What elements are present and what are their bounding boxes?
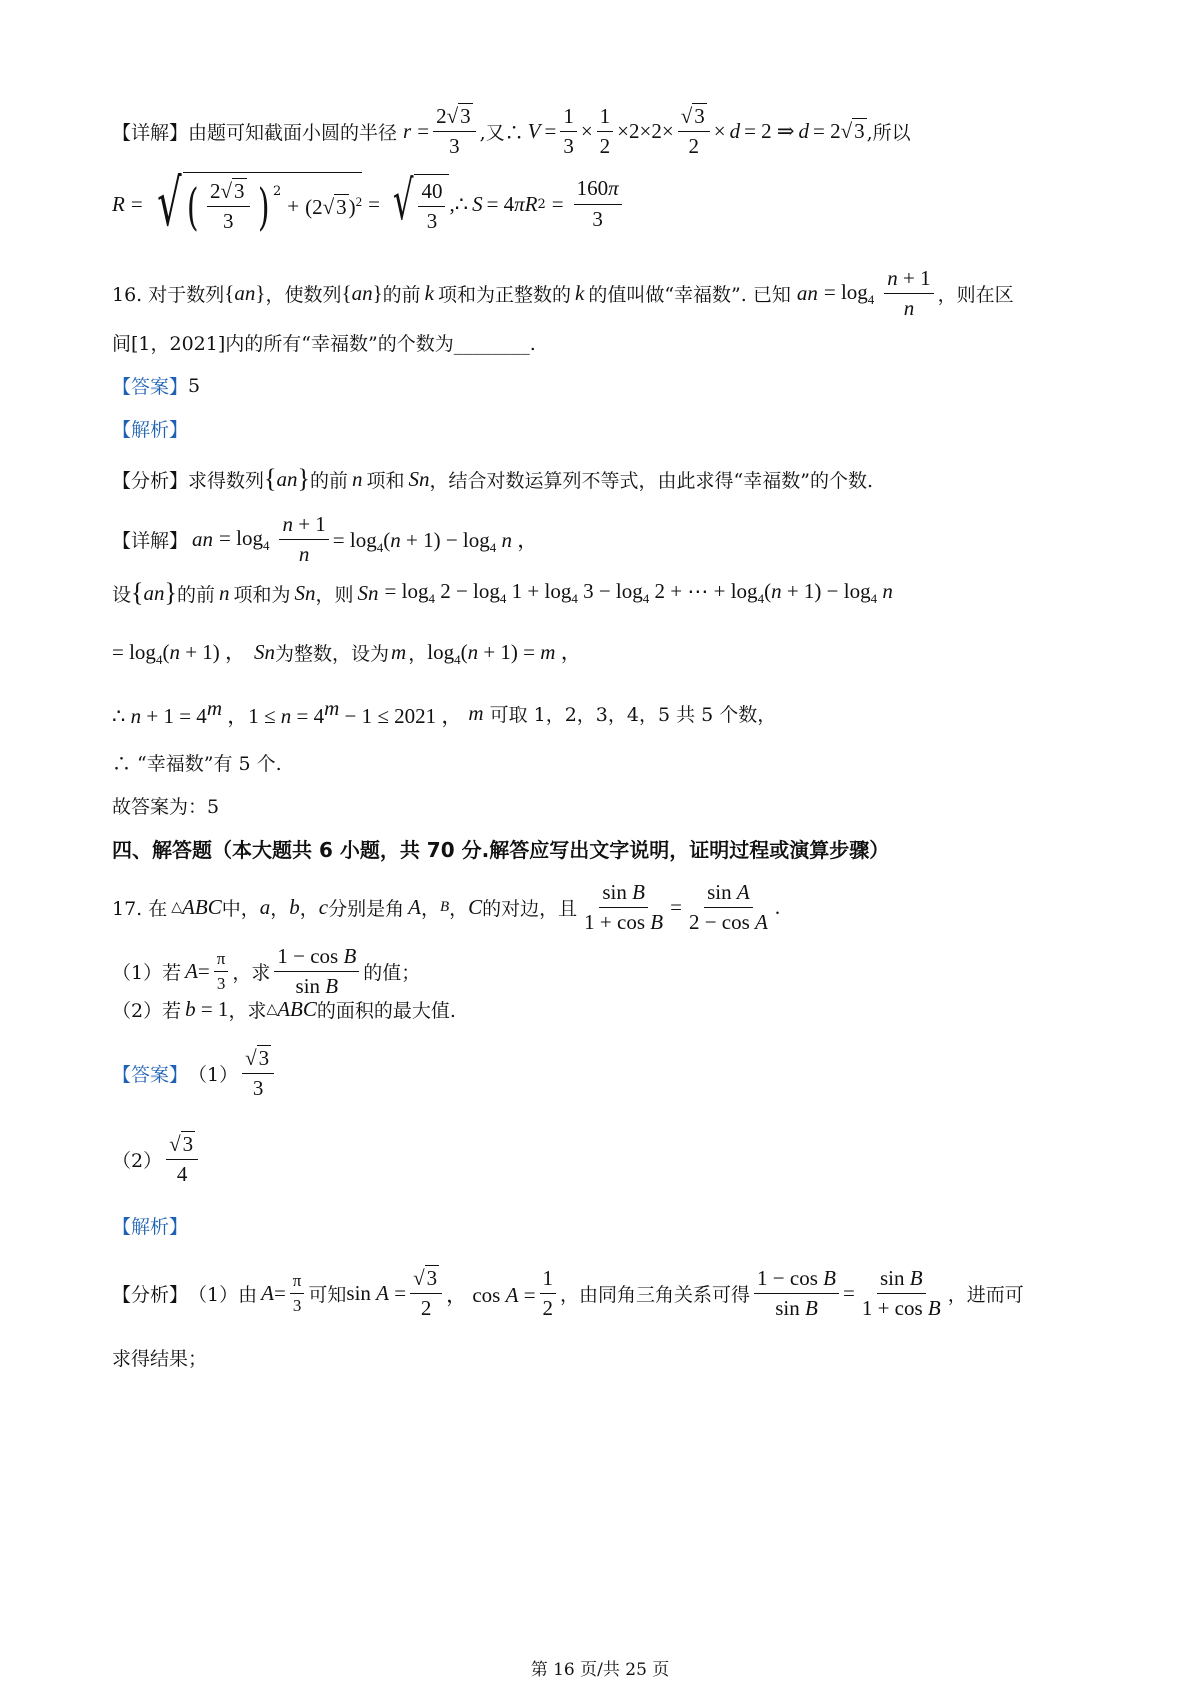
answer-tag: 【答案】	[112, 376, 189, 398]
q16-stem: 16. 对于数列 { a n } ，使数列 { a n } 的前 k 项和为正整数的 k 的值叫做“幸福数”. 已知 a n = $\log_4$ $\frac{n + 1}{n}$ ，则在区	[112, 266, 1014, 321]
q17-part1: （1）若 A = $\frac{\pi}{3}$ ，求 $\frac{\text{1 − cos B}}{\text{sin B}}$ 的值；	[112, 944, 421, 999]
q16-integer-line: = $\log_4(n + 1)$ ， S n 为整数，设为 m ， $\log_4(n + 1) = m$ ，	[112, 639, 582, 668]
q17-stem: 17. 在 △ ABC 中， a ， b ， c 分别是角 A ， B ， C 的对边，且 $\frac{\text{sin B}}{\text{1 + cos B}}$ = $\frac{\text{sin A}}{\text{2 − cos A}}$ .	[112, 880, 781, 935]
p15-so-text: ,所以	[866, 122, 911, 145]
page-footer	[0, 1655, 1200, 1680]
q16-stem-line2: 间[1，2021]内的所有“幸福数”的个数为________.	[112, 333, 536, 355]
p15-intro-text: 由题可知截面小圆的半径	[188, 122, 398, 145]
q17-answer-1: 【答案】 （1） $\frac{√3}{3}$	[112, 1046, 278, 1101]
radius-fraction: $\frac{2√3}{3}$	[433, 104, 476, 159]
q16-final-answer: 故答案为：5	[112, 796, 220, 818]
p15-radius-formula: R = √ ( $\frac{2√3}{3}$ ) $^2$ + $(2√3)^2$ = √ $\frac{40}{3}$ ,∴ S = 4 πR 2 = $\frac{160\pi}{3}$	[112, 172, 626, 236]
analysis-tag: 【解析】	[112, 419, 189, 441]
q17-part2: （2）若 b = 1 ，求 △ ABC 的面积的最大值.	[112, 997, 456, 1022]
q17-fenxi-line2: 求得结果；	[112, 1348, 208, 1370]
detail-tag: 【详解】	[112, 122, 189, 145]
section-heading: 四、解答题（本大题共 6 小题，共 70 分.解答应写出文字说明，证明过程或演算步骤）	[112, 838, 890, 862]
q17-answer-2: （2） $\frac{√3}{4}$	[112, 1132, 202, 1187]
q16-answer	[112, 372, 200, 399]
p15-detail-line: 【详解】 由题可知截面小圆的半径 r = $\frac{2√3}{3}$ ,又∴ V = $\frac{1}{3}$ × $\frac{1}{2}$ ×2×2× $\frac{√3}{2}$ × d = 2 ⇒ d = 2√3 ,所以	[112, 104, 911, 159]
page-number: 第 16 页/共 25 页	[530, 1660, 670, 1680]
q16-fenxi: 【分析】 求得数列 { a n } 的前 n 项和 S n ，结合对数运算列不等式，由此求得“幸福数”的个数.	[112, 464, 873, 493]
q17-analysis-tag-line: 【解析】	[112, 1216, 189, 1238]
p15-again-text: ,又∴	[479, 122, 524, 145]
q16-sum-line: 设 { a n } 的前 n 项和为 S n ，则 S n = $\log_4 2 - \log_4 1 + \log_4 3 - \log_4 2$ + ⋯ + $\log_4(n + 1) - \log_4 n$	[112, 578, 893, 607]
q16-analysis-tag-line	[112, 415, 188, 442]
q16-conclusion: ∴ “幸福数”有 5 个.	[112, 753, 282, 775]
q16-range-line: ∴ $n + 1 = 4^m$ ，$1 \le n = 4^m - 1 \le 2021$ ， m 可取 1，2，3，4，5 共 5 个数，	[112, 696, 777, 728]
q16-answer-value: 5	[188, 374, 201, 397]
q17-fenxi: 【分析】 （1）由 A = $\frac{\pi}{3}$ 可知 sin A = $\frac{√3}{2}$ ， cos A = $\frac{1}{2}$ ，由同角三角关系可得 $\frac{\text{1 − cos B}}{\text{sin B}}$ = $\frac{\text{sin B}}{\text{1 + cos B}}$ ，进而可	[112, 1266, 1024, 1321]
q16-detail-formula: 【详解】 a n = $\log_4$ $\frac{n + 1}{n}$ = $\log_4(n + 1) - \log_4 n$ ，	[112, 512, 539, 567]
